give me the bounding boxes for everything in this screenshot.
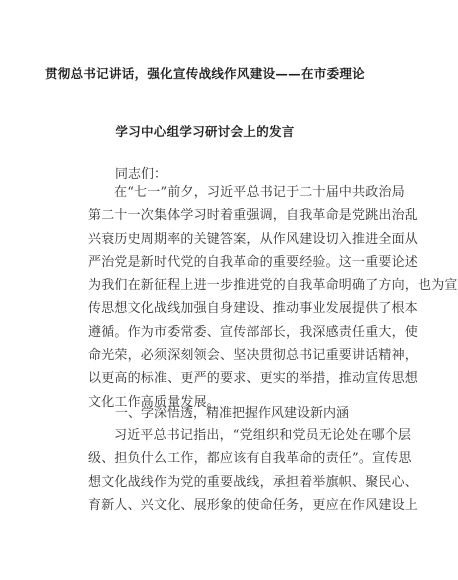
greeting: 同志们：: [115, 167, 168, 182]
paragraph-line: 为我们在新征程上进一步推进党的自我革命明确了方向，也为宣: [88, 278, 458, 294]
paragraph-line: 在“七一”前夕，习近平总书记于二十届中共政治局: [114, 185, 405, 200]
paragraph-line: 传思想文化战线加强自身建设、推动事业发展提供了根本: [88, 301, 419, 317]
paragraph-line: 育新人、兴文化、展形象的使命任务，更应在作风建设上: [88, 497, 419, 513]
paragraph-line: 遵循。作为市委常委、宣传部部长，我深感责任重大，使: [88, 324, 419, 340]
paragraph-line: 文化工作高质量发展。: [88, 394, 221, 410]
paragraph-line: 以更高的标准、更严的要求、更实的举措，推动宣传思想: [88, 371, 419, 387]
paragraph-line: 兴衰历史周期率的关键答案，从作风建设切入推进全面从: [88, 231, 419, 247]
paragraph-line: 级、担负什么工作，都应该有自我革命的责任”。宣传思: [88, 451, 412, 467]
paragraph-line: 严治党是新时代党的自我革命的重要经验。这一重要论述: [88, 254, 419, 270]
document-title-line-1: 贯彻总书记讲话，强化宣传战线作风建设——在市委理论: [44, 66, 365, 81]
paragraph-1: [88, 181, 458, 414]
paragraph-line: 想文化战线作为党的重要战线，承担着举旗帜、聚民心、: [88, 474, 419, 490]
document-title-line-2: 学习中心组学习研讨会上的发言: [115, 124, 295, 139]
paragraph-line: 第二十一次集体学习时着重强调，自我革命是党跳出治乱: [88, 208, 419, 224]
section-heading-1: 一、学深悟透，精准把握作风建设新内涵: [115, 406, 350, 421]
paragraph-2: [88, 424, 419, 517]
paragraph-line: 命光荣，必须深刻领会、坚决贯彻总书记重要讲话精神，: [88, 348, 419, 364]
paragraph-line: 习近平总书记指出，“党组织和党员无论处在哪个层: [114, 428, 412, 443]
